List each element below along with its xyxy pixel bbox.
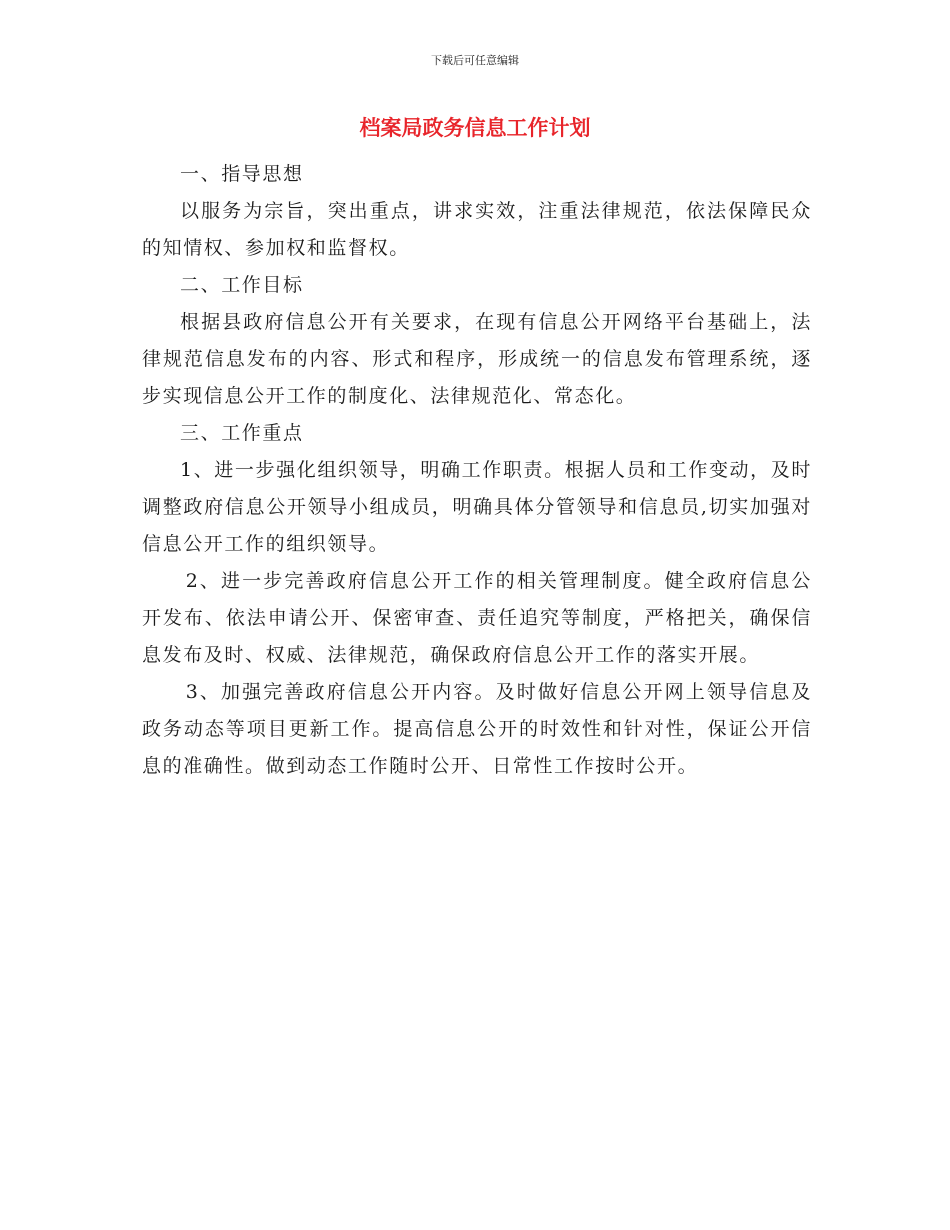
document-body — [142, 156, 812, 785]
section-paragraph-work-goals: 根据县政府信息公开有关要求，在现有信息公开网络平台基础上，法律规范信息发布的内容、形式和程序，形成统一的信息发布管理系统，逐步实现信息公开工作的制度化、法律规范化、常态化。 — [142, 311, 812, 407]
section-heading-guiding-principle: 一、指导思想 — [180, 163, 304, 185]
document-title: 档案局政务信息工作计划 — [359, 116, 591, 140]
section-heading-work-goals: 二、工作目标 — [180, 274, 304, 296]
work-focus-item-3: 3、加强完善政府信息公开内容。及时做好信息公开网上领导信息及政务动态等项目更新工作。提高信息公开的时效性和针对性，保证公开信息的准确性。做到动态工作随时公开、日常性工作按时公开。 — [142, 681, 812, 777]
header-note: 下载后可任意编辑 — [431, 54, 519, 67]
section-heading-work-focus: 三、工作重点 — [180, 422, 304, 444]
section-paragraph-guiding-principle: 以服务为宗旨，突出重点，讲求实效，注重法律规范，依法保障民众的知情权、参加权和监督权。 — [142, 200, 812, 259]
work-focus-item-2: 2、进一步完善政府信息公开工作的相关管理制度。健全政府信息公开发布、依法申请公开、保密审查、责任追究等制度，严格把关，确保信息发布及时、权威、法律规范，确保政府信息公开工作的落实开展。 — [142, 570, 812, 666]
work-focus-item-1: 1、进一步强化组织领导，明确工作职责。根据人员和工作变动，及时调整政府信息公开领导小组成员，明确具体分管领导和信息员,切实加强对信息公开工作的组织领导。 — [142, 459, 812, 555]
